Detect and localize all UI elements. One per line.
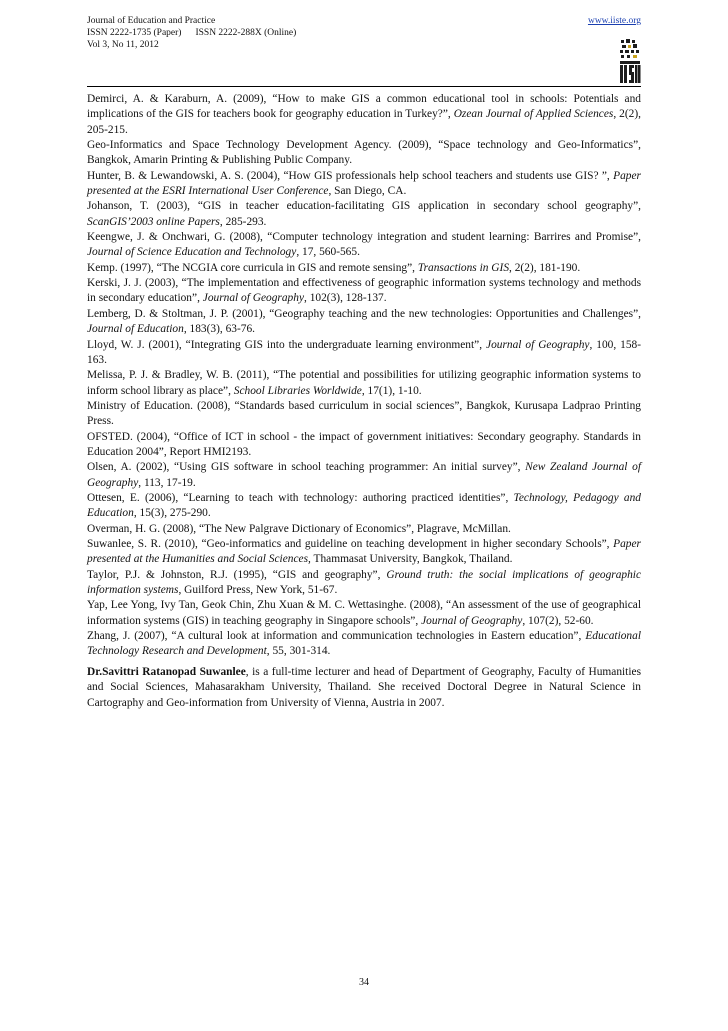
journal-url-link[interactable]: www.iiste.org: [587, 16, 641, 26]
page-header: [87, 15, 641, 85]
references-list: [87, 92, 641, 660]
reference-text: , 113, 17-19.: [138, 476, 196, 489]
reference-entry: [87, 598, 641, 629]
reference-entry: [87, 368, 641, 399]
reference-text: , 2(2), 181-190.: [509, 261, 581, 274]
reference-entry: [87, 307, 641, 338]
reference-text: Zhang, J. (2007), “A cultural look at information and communication technologies in Eastern education”,: [87, 630, 586, 643]
reference-entry: [87, 169, 641, 200]
reference-text: , San Diego, CA.: [328, 185, 407, 198]
reference-text: , 15(3), 275-290.: [133, 507, 211, 520]
reference-entry: [87, 399, 641, 430]
reference-text: , 183(3), 63-76.: [183, 323, 255, 336]
reference-source: School Libraries Worldwide: [233, 384, 362, 397]
reference-text: Melissa, P. J. & Bradley, W. B. (2011), “The potential and possibilities for utilizing geographic information systems to inform school library as place”,: [87, 369, 641, 397]
reference-text: Overman, H. G. (2008), “The New Palgrave Dictionary of Economics”, Plagrave, McMillan.: [87, 522, 511, 535]
reference-entry: [87, 491, 641, 522]
header-rule: [87, 86, 641, 87]
reference-entry: [87, 138, 641, 169]
reference-text: Suwanlee, S. R. (2010), “Geo-informatics and guideline on teaching development in higher secondary Schools”,: [87, 537, 614, 550]
reference-text: Kemp. (1997), “The NCGIA core curricula in GIS and remote sensing”,: [87, 261, 418, 274]
reference-entry: [87, 199, 641, 230]
reference-text: Lemberg, D. & Stoltman, J. P. (2001), “Geography teaching and the new technologies: Opportunities and Challenges”,: [87, 307, 641, 320]
reference-text: Ottesen, E. (2006), “Learning to teach with technology: authoring practiced identities”,: [87, 491, 514, 504]
reference-source: Educational Technology Research and Development: [87, 630, 641, 658]
reference-source: Paper presented at the ESRI International User Conference: [87, 169, 641, 198]
reference-text: Geo-Informatics and Space Technology Development Agency. (2009), “Space technology and Geo-Informatics”, Bangkok, Amarin Printing & Publishing Public Company.: [87, 139, 641, 167]
reference-text: , 2(2), 205-215.: [87, 108, 641, 136]
reference-text: Ministry of Education. (2008), “Standards based curriculum in social sciences”, Bangkok, Kurusapa Ladprao Printing Press.: [87, 399, 641, 428]
journal-title: Journal of Education and Practice: [87, 16, 216, 26]
reference-entry: [87, 430, 641, 461]
reference-text: , 285-293.: [219, 215, 267, 228]
reference-source: ScanGIS’2003 online Papers: [87, 215, 220, 228]
issn-online: ISSN 2222-288X (Online): [195, 28, 297, 38]
reference-source: Journal of Education: [87, 323, 184, 336]
reference-source: Ozean Journal of Applied Sciences: [453, 108, 614, 121]
author-bio: [87, 665, 641, 711]
reference-source: Journal of Science Education and Technology: [87, 246, 297, 259]
reference-entry: [87, 92, 641, 138]
author-name: Dr.Savittri Ratanopad Suwanlee: [87, 666, 246, 678]
reference-source: Technology, Pedagogy and Education: [87, 491, 641, 520]
reference-text: Lloyd, W. J. (2001), “Integrating GIS into the undergraduate learning environment”,: [87, 338, 487, 351]
reference-text: , 100, 158-163.: [87, 338, 641, 366]
reference-text: OFSTED. (2004), “Office of ICT in school - the impact of government initiatives: Secondary geography. Standards in Education 2004”, Report HMI2193.: [87, 430, 641, 458]
reference-source: Journal of Geography: [421, 614, 523, 627]
reference-source: Journal of Geography: [202, 292, 305, 305]
reference-entry: [87, 522, 641, 537]
issn-print: ISSN 2222-1735 (Paper): [87, 28, 182, 38]
reference-entry: [87, 537, 641, 568]
reference-text: Demirci, A. & Karaburn, A. (2009), “How to make GIS a common educational tool in schools: Potentials and implications of the GIS for teachers book for geography education in Turkey?”,: [87, 93, 641, 121]
reference-text: , 17(1), 1-10.: [361, 384, 422, 397]
reference-entry: [87, 568, 641, 599]
reference-text: , Guilford Press, New York, 51-67.: [178, 584, 338, 596]
reference-text: Hunter, B. & Lewandowski, A. S. (2004), “How GIS professionals help school teachers and students use GIS? ”,: [87, 169, 614, 182]
reference-entry: [87, 261, 641, 276]
reference-entry: [87, 338, 641, 369]
reference-source: Transactions in GIS: [417, 261, 510, 274]
reference-text: Olsen, A. (2002), “Using GIS software in school teaching programmer: An initial survey”,: [87, 461, 526, 474]
reference-text: , 102(3), 128-137.: [304, 292, 387, 305]
reference-text: Thammasat University, Bangkok, Thailand.: [310, 553, 513, 566]
reference-text: Yap, Lee Yong, Ivy Tan, Geok Chin, Zhu Xuan & M. C. Wettasinghe. (2008), “An assessment of the use of geographical information systems (GIS) in teaching geography in Singapore schools”,: [87, 599, 641, 627]
reference-source: Journal of Geography: [486, 338, 590, 351]
reference-entry: [87, 460, 641, 491]
reference-source: Ground truth: the social implications of geographic information systems: [87, 568, 642, 596]
reference-text: Kerski, J. J. (2003), “The implementation and effectiveness of geographic information systems technology and methods in secondary education”,: [87, 277, 641, 305]
author-bio-text: , is a full-time lecturer and head of Department of Geography, Faculty of Humanities and Social Sciences, Mahasarakham University, Thailand. She received Doctoral Degree in Natural Science in Cartography and Geo-information from University of Vienna, Austria in 2007.: [87, 666, 642, 709]
page-number: 34: [359, 977, 369, 988]
reference-entry: [87, 230, 641, 261]
reference-text: Johanson, T. (2003), “GIS in teacher education-facilitating GIS application in secondary school geography”,: [87, 200, 641, 213]
reference-text: , 55, 301-314.: [266, 645, 331, 658]
volume-info: Vol 3, No 11, 2012: [87, 40, 159, 50]
reference-text: , 17, 560-565.: [296, 246, 360, 259]
reference-entry: [87, 276, 641, 307]
reference-source: New Zealand Journal of Geography: [87, 461, 641, 489]
reference-entry: [87, 629, 641, 660]
reference-source: Paper presented at the Humanities and Social Sciences,: [87, 537, 641, 566]
reference-text: , 107(2), 52-60.: [522, 614, 594, 627]
reference-text: Keengwe, J. & Onchwari, G. (2008), “Computer technology integration and student learning: Barrires and Promise”,: [87, 231, 641, 244]
reference-text: Taylor, P.J. & Johnston, R.J. (1995), “GIS and geography”,: [87, 568, 387, 581]
issn-line: [87, 27, 641, 39]
